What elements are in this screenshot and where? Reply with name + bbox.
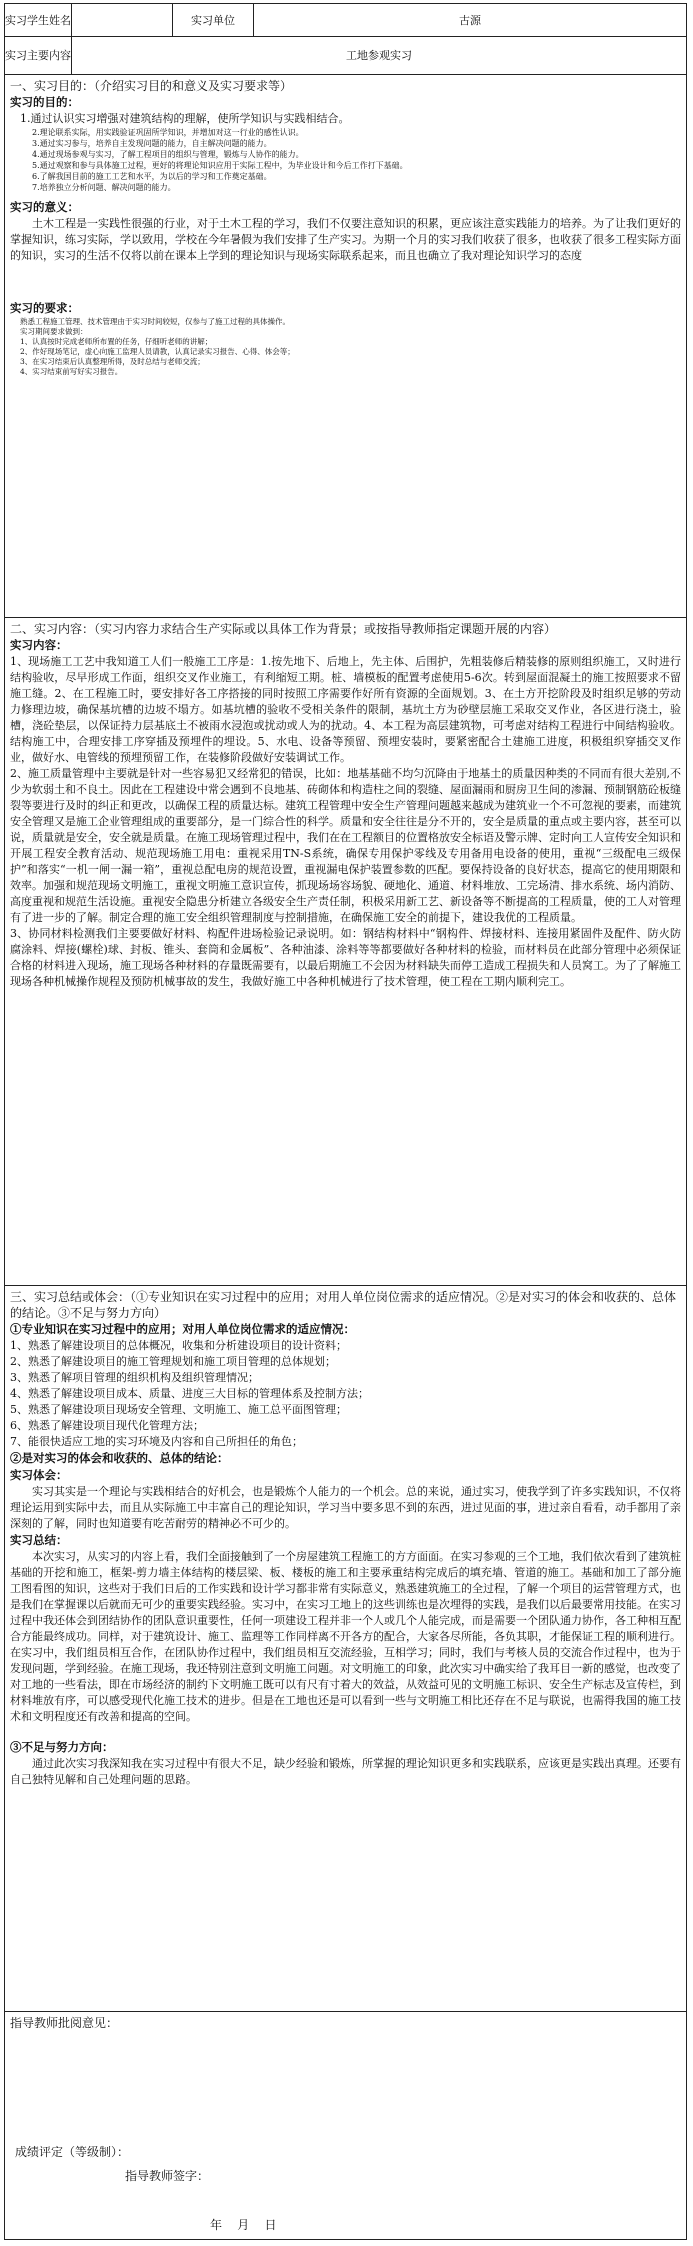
report-form <box>4 3 687 2240</box>
section-summary-title: 三、实习总结或体会：（①专业知识在实习过程中的应用；对用人单位岗位需求的适应情况。②是对实习的体会和收获的、总体的结论。③不足与努力方向） <box>10 1290 677 1320</box>
application-item: 6、熟悉了解建设项目现代化管理方法； <box>10 1419 204 1432</box>
content-paragraph: 3、协同材料检测我们主要要做好材料、构配件进场检验记录说明。如：钢结构材料中“钢构件、焊接材料、连接用紧固件及配件、防火防腐涂料、焊接(螺栓)球、封板、锥头、套筒和金属板”、各种油漆、涂料等等都要做好各种材料的检验，而材料员在此部分管理中必须保证合格的材料进入现场，施工现场各种材料的存量既需要有，以最后期施工不会因为材料缺失而停工造成工程损失和人员窝工。为了了解施工现场各种机械操作规程及预防机械事故的发生，我做好施工中各种机械进行了技术管理，使工程在工期内顺利完工。 <box>10 927 681 988</box>
requirement-item: 2、作好现场笔记，虚心向施工监理人员请教，认真记录实习报告、心得、体会等； <box>20 347 295 356</box>
purpose-item: 2.理论联系实际，用实践验证巩固所学知识，并增加对这一行业的感性认识。 <box>32 128 304 137</box>
meaning-text: 土木工程是一实践性很强的行业，对于土木工程的学习，我们不仅要注意知识的积累，更应该注意实践能力的培养。为了让我们更好的掌握知识，练习实际，学以致用，学校在今年暑假为我们安排了生产实习。为期一个月的实习我们收获了很多，也收获了很多工程实际方面的知识，实习的生活不仅将以前在课本上学到的理论知识与现场实际联系起来，而且也确立了我对理论知识学习的态度 <box>10 217 681 262</box>
application-item: 7、能很快适应工地的实习环境及内容和自己所担任的角色； <box>10 1435 303 1448</box>
advisor-signature-label: 指导教师签字： <box>125 2169 210 2183</box>
requirements-intro: 熟悉工程施工管理、技术管理由于实习时间较短，仅参与了施工过程的具体操作。 <box>20 317 290 326</box>
purpose-item: 5.通过观察和参与具体施工过程，更好的将理论知识应用于实际工程中，为毕业设计和今后工作打下基础。 <box>32 161 408 170</box>
section-summary <box>5 1286 686 2012</box>
meaning-heading: 实习的意义： <box>10 200 79 214</box>
application-item: 5、熟悉了解建设项目现场安全管理、文明施工、施工总平面图管理； <box>10 1403 347 1416</box>
main-content-value: 工地参观实习 <box>346 49 412 62</box>
student-name-value <box>72 4 173 36</box>
section-advisor <box>5 2012 686 2239</box>
conclusion-heading: ②是对实习的体会和收获的、总体的结论： <box>10 1451 229 1465</box>
content-paragraph: 1、现场施工工艺中我知道工人们一般施工工序是：1.按先地下、后地上，先主体、后围护，先粗装修后精装修的原则组织施工，又时进行结构验收，尽早形成工作面，组织交叉作业施工，有利缩短工期。桩、墙模板的配置考虑使用5-6次。转到屋面混凝土的施工按照要求不留施工缝。2、在工程施工时，要安排好各工序搭接的同时按照工序需要作好所有资源的全面规划。3、在土方开挖阶段及时组织足够的劳动力修理边坡，确保基坑槽的边坡不塌方。如基坑槽的验收不受相关条件的限制，基坑土方为砂壁层施工采取交叉作业，各区进行浇土，验槽，浇砼垫层，以保证持力层基底土不被雨水浸泡或扰动或人为的扰动。4、本工程为高层建筑物，可考虑对结构工程进行中间结构验收。结构施工中，合理安排工序穿插及预埋件的埋设。5、水电、设备等预留、预埋安装时，要紧密配合土建施工进度，积极组织穿插交叉作业，做好水、电管线的预埋预留工作，在装修阶段做好安装调试工作。 <box>10 655 681 764</box>
summary-text: 本次实习，从实习的内容上看，我们全面接触到了一个房屋建筑工程施工的方方面面。在实习参观的三个工地，我们依次看到了建筑桩基础的开挖和施工，框架-剪力墙主体结构的楼层梁、板、楼板的施工和主要承重结构完成后的填充墙、管道的施工。基础和加工了部分施工图看图的知识，这些对于我们日后的工作实践和设计学习都非常有实际意义，熟悉建筑施工的全过程，了解一个项目的运营管理方式，也是我们在掌握课以后就而无可少的重要实践经验。实习中，在实习工地上的这些训练也是次埋得的实践，是我们以后最要常用技能。在实习过程中我还体会到团结协作的团队意识重要性，任何一项建设工程并非一个人或几个人能完成，而是需要一个团队通力协作，各工种相互配合方能最终成功。同样，对于建筑设计、施工、监理等工作同样离不开各方的配合，大家各尽所能，各负其职，才能保证工程的顺利进行。在实习中，我们组员相互合作，在团队协作过程中，我们组员相互交流经验，互相学习；同时，我们与考核人员的交流合作过程中，也为于发现问题，学到经验。在施工现场，我还特别注意到文明施工问题。对文明施工的印象，此次实习中确实给了我耳目一新的感觉，也改变了对工地的一些看法，即在市场经济的制约下文明施工既可以有尺有寸着大的效益，从效益可见的文明施工标识、安全生产标志及宣传栏，到材料堆放有序，可以感受现代化施工技术的进步。但是在工地也还是可以看到一些与文明施工相比还存在不足与联说，也需得我国的施工技术和文明程度还有改善和提高的空间。 <box>10 1550 681 1723</box>
summary-heading: 实习总结： <box>10 1533 68 1547</box>
internship-unit-label: 实习单位 <box>173 4 254 36</box>
header-row-2 <box>5 37 686 75</box>
internship-unit-value: 古源 <box>459 13 481 27</box>
application-item: 1、熟悉了解建设项目的总体概况，收集和分析建设项目的设计资料； <box>10 1339 347 1352</box>
purpose-heading: 实习的目的： <box>10 95 79 109</box>
date-line: 年 月 日 <box>210 2218 277 2232</box>
application-heading: ①专业知识在实习过程中的应用；对用人单位岗位需求的适应情况： <box>10 1322 355 1336</box>
requirements-sub: 实习期间要求做到： <box>20 327 88 336</box>
requirement-item: 1、认真按时完成老师所布置的任务，仔细听老师的讲解； <box>20 337 213 346</box>
section-purpose-title: 一、实习目的：（介绍实习目的和意义及实习要求等） <box>10 79 293 93</box>
experience-heading: 实习体会： <box>10 1468 68 1482</box>
purpose-item: 6.了解我国目前的施工工艺和水平，为以后的学习和工作奠定基础。 <box>32 172 272 181</box>
application-item: 3、熟悉了解项目管理的组织机构及组织管理情况； <box>10 1371 259 1384</box>
purpose-item: 3.通过实习参与，培养自主发现问题的能力，自主解决问题的能力。 <box>32 139 272 148</box>
content-paragraph: 2、施工质量管理中主要就是针对一些容易犯又经常犯的错误，比如：地基基础不均匀沉降由于地基土的质量因种类的不同而有很大差别,不少为软弱土和不良土。因此在工程建设中常会遇到不良地基、砖砌体和构造柱之间的裂缝、屋面漏雨和厨房卫生间的渗漏、预制钢筋砼板缝裂等要进行及时的纠正和更改，以确保工程的质量达标。建筑工程管理中安全生产管理问题越来越成为建筑业一个不可忽视的要素，而建筑安全管理又是施工企业管理组成的重要部分，是一门综合性的科学。质量和安全往往是分不开的，安全是质量的重点或主要内容，甚至可以说，质量就是安全，安全就是质量。在施工现场管理过程中，我们在在工程额目的位置格放安全标语及警示牌、定时向工人宣传安全知识和开展工程安全教育活动、规范现场施工用电：重视采用TN-S系统，确保专用保护零线及专用备用电设备的使用，重视“三级配电三级保护”和落实“一机一闸一漏一箱”，重视总配电房的规范设置，重视漏电保护装置参数的匹配。要保持设备的良好状态，提高它的使用期限和效率。加强和规范现场文明施工，重视文明施工意识宣传，抓现场场容场貌、硬地化、通道、材料堆放、工完场清、排水系统、场内消防、高度重视和规范生活设施。重视安全隐患分析建立各级安全生产责任制，积极采用新工艺、新设备等不断提高的工程质量，使的工人对管理有了进一步的了解。制定合理的施工安全组织管理制度与控制措施，在确保施工安全的前提下，建设我优的工程质量。 <box>10 767 681 924</box>
requirement-item: 3、在实习结束后认真整理所得，及时总结与老师交流； <box>20 357 205 366</box>
deficiency-heading: ③不足与努力方向： <box>10 1740 114 1754</box>
purpose-item: 7.培养独立分析问题、解决问题的能力。 <box>32 183 176 192</box>
grade-label: 成绩评定（等级制）： <box>15 2145 130 2159</box>
section-content-title: 二、实习内容：（实习内容力求结合生产实际或以具体工作为背景；或按指导教师指定课题开展的内容） <box>10 622 557 636</box>
purpose-item: 4.通过现场参观与实习，了解工程项目的组织与管理，锻炼与人协作的能力。 <box>32 150 304 159</box>
main-content-label: 实习主要内容 <box>5 37 72 74</box>
deficiency-text: 通过此次实习我深知我在实习过程中有很大不足，缺少经验和锻炼，所掌握的理论知识更多和实践联系，应该更是实践出真理。还要有自己独特见解和自己处理问题的思路。 <box>10 1757 681 1786</box>
application-item: 2、熟悉了解建设项目的施工管理规划和施工项目管理的总体规划； <box>10 1355 336 1368</box>
section-purpose <box>5 75 686 618</box>
requirements-heading: 实习的要求： <box>10 301 79 315</box>
content-heading: 实习内容： <box>10 638 68 652</box>
section-content <box>5 618 686 1286</box>
purpose-item: 1.通过认识实习增强对建筑结构的理解，使所学知识与实践相结合。 <box>20 112 350 125</box>
experience-text: 实习其实是一个理论与实践相结合的好机会，也是锻炼个人能力的一个机会。总的来说，通过实习，使我学到了许多实践知识，不仅将理论运用到实际中去，而且从实际施工中丰富自己的理论知识，学习当中要多思不到的东西，进过见面的事，进过亲自看看，动手都用了亲深刻的了解，同时也知道要有吃苦耐劳的精神必不可少的。 <box>10 1485 681 1530</box>
header-row-1 <box>5 4 686 37</box>
advisor-comment-label: 指导教师批阅意见： <box>10 2016 119 2030</box>
student-name-label: 实习学生姓名 <box>5 4 72 36</box>
application-item: 4、熟悉了解建设项目成本、质量、进度三大目标的管理体系及控制方法； <box>10 1387 369 1400</box>
requirement-item: 4、实习结束前写好实习报告。 <box>20 367 123 376</box>
